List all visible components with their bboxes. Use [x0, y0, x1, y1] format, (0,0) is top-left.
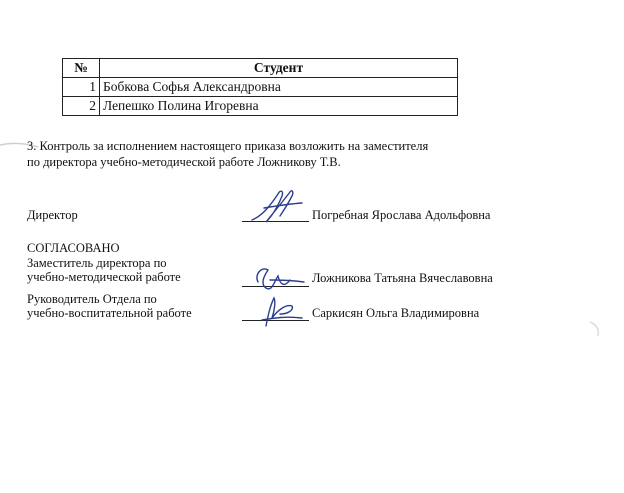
number-column-header: №: [63, 59, 100, 78]
director-label: Директор: [27, 208, 78, 222]
clause-3: [27, 138, 507, 170]
deputy-name: Ложникова Татьяна Вячеславовна: [312, 271, 493, 285]
deputy-label: Заместитель директора по учебно-методической работе: [27, 256, 181, 284]
approval-heading: СОГЛАСОВАНО: [27, 241, 120, 255]
clause-line-2: по директора учебно-методической работе Ложникову Т.В.: [27, 155, 341, 169]
table-header-row: [63, 59, 458, 78]
head-name: Саркисян Ольга Владимировна: [312, 306, 480, 320]
director-name: Погребная Ярослава Адольфовна: [312, 208, 491, 222]
clause-line-1: 3. Контроль за исполнением настоящего приказа возложить на заместителя: [27, 139, 429, 153]
student-name: Лепешко Полина Игоревна: [100, 97, 458, 116]
table-row: [63, 97, 458, 116]
row-number: 1: [63, 78, 100, 97]
students-table: [62, 58, 458, 116]
table-row: [63, 78, 458, 97]
scan-edge-mark-right: [584, 318, 608, 340]
head-signature: [244, 290, 310, 330]
director-signature: [244, 186, 310, 226]
head-label: Руководитель Отдела по учебно-воспитательной работе: [27, 292, 192, 320]
student-column-header: Студент: [100, 59, 458, 78]
row-number: 2: [63, 97, 100, 116]
student-name: Бобкова Софья Александровна: [100, 78, 458, 97]
